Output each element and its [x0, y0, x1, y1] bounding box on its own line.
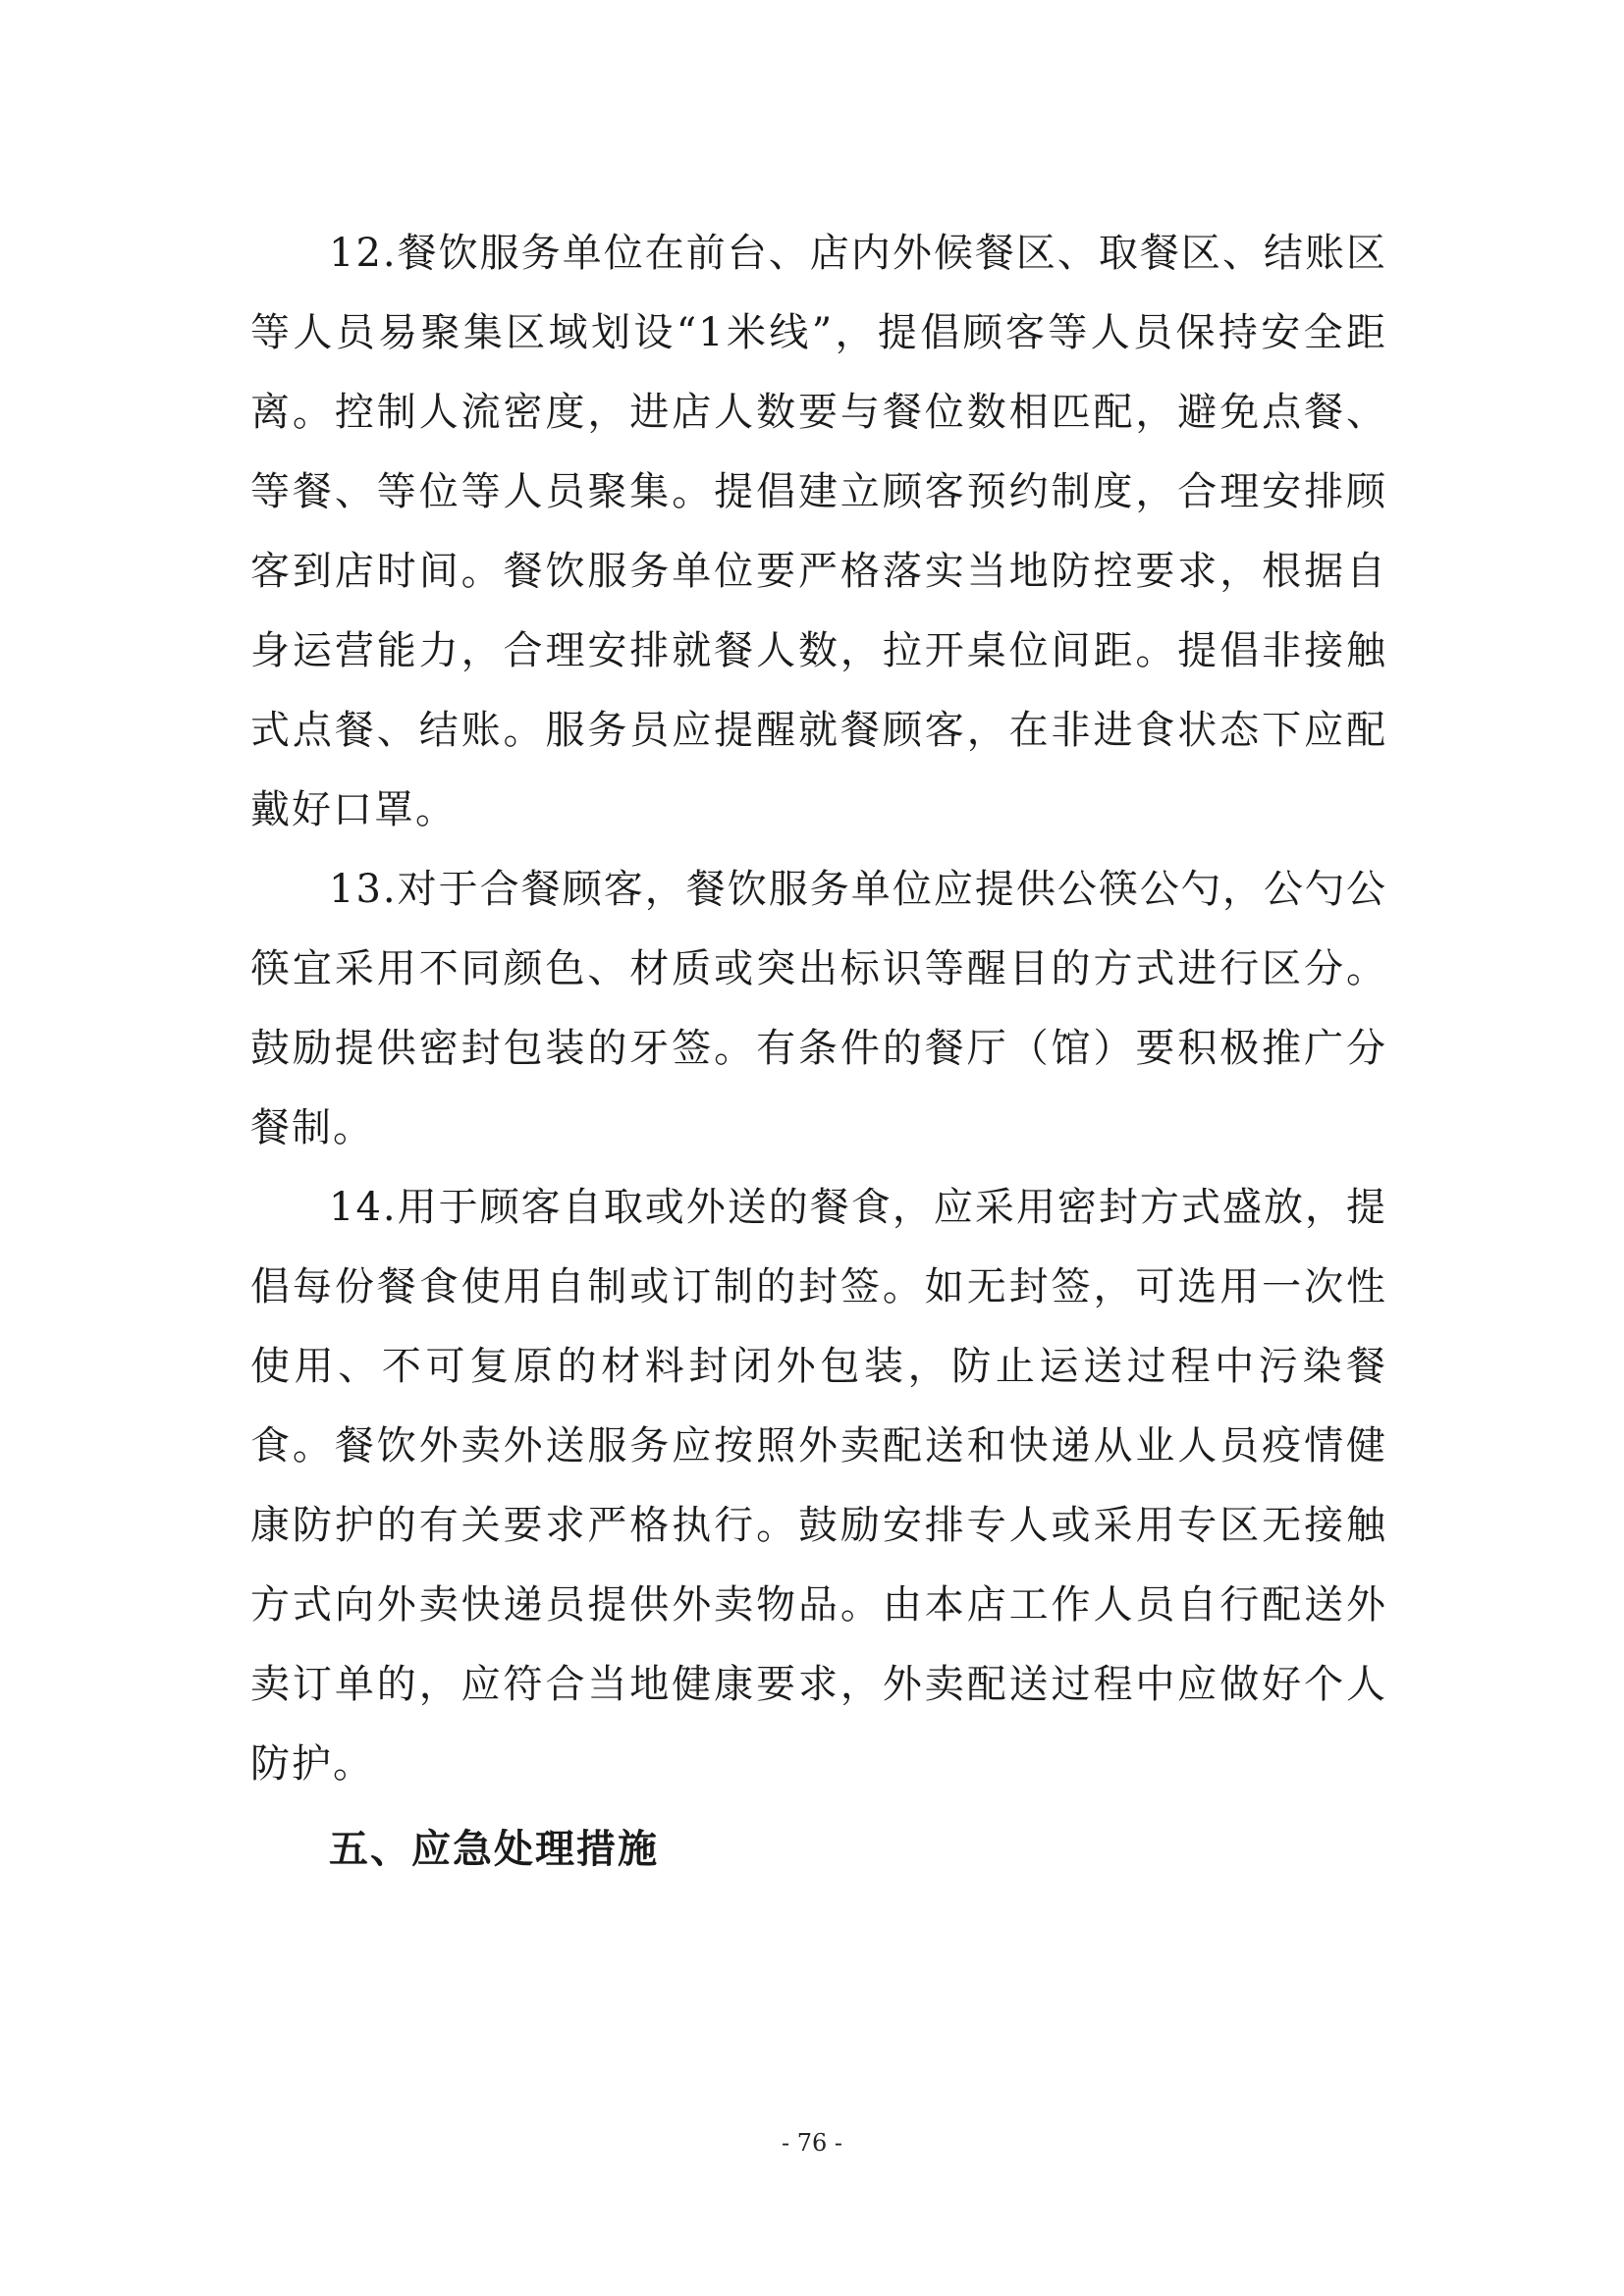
paragraph-item-14: 14.用于顾客自取或外送的餐食，应采用密封方式盛放，提倡每份餐食使用自制或订制的封签。如无封签，可选用一次性使用、不可复原的材料封闭外包装，防止运送过程中污染餐食。餐饮外卖外送服务应按照外卖配送和快递从业人员疫情健康防护的有关要求严格执行。鼓励安排专人或采用专区无接触方式向外卖快递员提供外卖物品。由本店工作人员自行配送外卖订单的，应符合当地健康要求，外卖配送过程中应做好个人防护。: [250, 1185, 1387, 1787]
paragraph-item-13: 13.对于合餐顾客，餐饮服务单位应提供公筷公勺，公勺公筷宜采用不同颜色、材质或突出标识等醒目的方式进行区分。鼓励提供密封包装的牙签。有条件的餐厅（馆）要积极推广分餐制。: [250, 867, 1387, 1150]
page-number: - 76 -: [781, 2129, 842, 2157]
section-heading: 五、应急处理措施: [329, 1827, 659, 1872]
paragraph-item-12: 12.餐饮服务单位在前台、店内外候餐区、取餐区、结账区等人员易聚集区域划设“1米线”，提倡顾客等人员保持安全距离。控制人流密度，进店人数要与餐位数相匹配，避免点餐、等餐、等位等人员聚集。提倡建立顾客预约制度，合理安排顾客到店时间。餐饮服务单位要严格落实当地防控要求，根据自身运营能力，合理安排就餐人数，拉开桌位间距。提倡非接触式点餐、结账。服务员应提醒就餐顾客，在非进食状态下应配戴好口罩。: [250, 231, 1387, 832]
document-body: [250, 214, 1387, 1890]
